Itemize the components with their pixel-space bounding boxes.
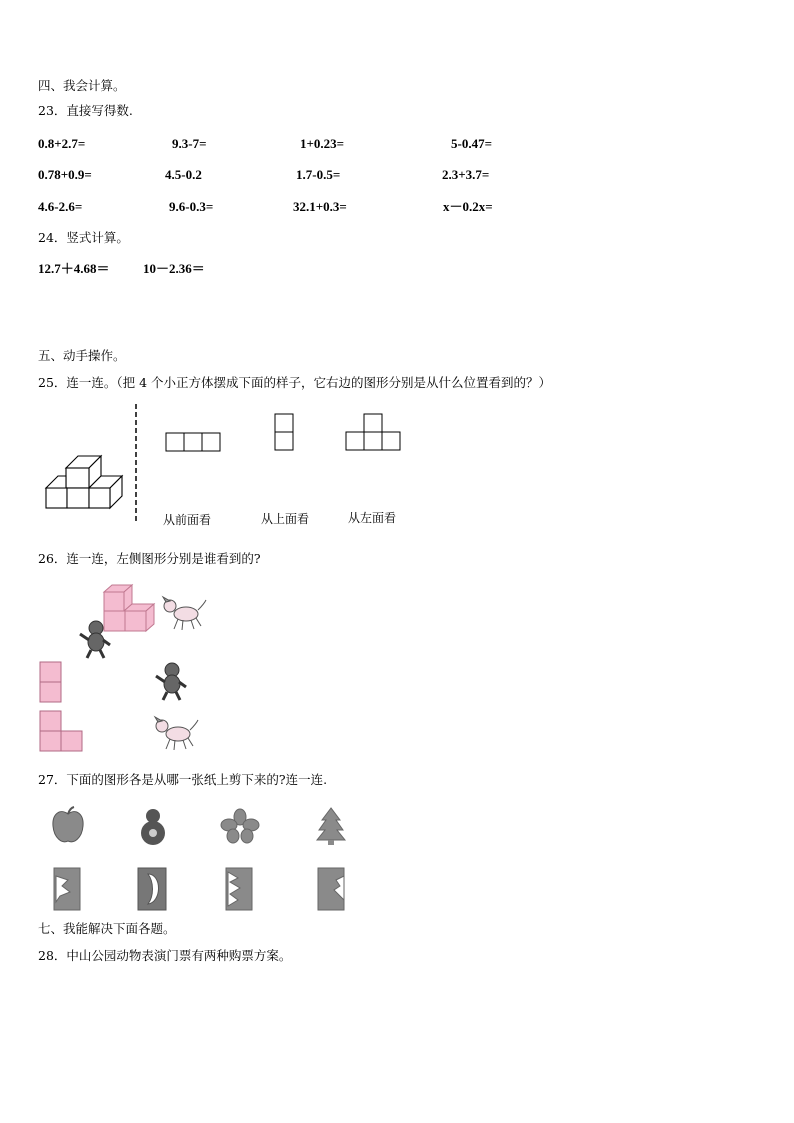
dog-icon xyxy=(158,596,208,632)
dog-icon xyxy=(150,716,200,752)
paper-sheet-icon xyxy=(316,866,346,912)
q23-item: x－0.2x= xyxy=(443,199,493,214)
view-figure-t-shape xyxy=(345,413,403,453)
q23-item: 4.6-2.6= xyxy=(38,199,83,214)
q23-item: 2.3+3.7= xyxy=(442,167,490,182)
caption-front-view: 从前面看 xyxy=(163,513,212,527)
q23-item: 4.5-0.2 xyxy=(165,167,202,182)
flower-shape-icon xyxy=(220,808,260,844)
paper-sheet-icon xyxy=(52,866,82,912)
monkey-icon xyxy=(76,620,114,660)
gourd-shape-icon xyxy=(138,806,168,846)
caption-left-view: 从左面看 xyxy=(348,511,397,525)
q24-item: 10－2.36＝ xyxy=(143,261,205,276)
q23-item: 32.1+0.3= xyxy=(293,199,347,214)
q23-item: 0.78+0.9= xyxy=(38,167,92,182)
view-figure-row xyxy=(165,432,223,454)
question-27-label: 27．下面的图形各是从哪一张纸上剪下来的?连一连. xyxy=(38,772,328,787)
view-figure-column xyxy=(274,413,296,453)
q23-item: 1.7-0.5= xyxy=(296,167,341,182)
tree-shape-icon xyxy=(314,806,348,846)
question-26-label: 26．连一连，左侧图形分别是谁看到的? xyxy=(38,551,261,566)
monkey-icon xyxy=(152,662,190,702)
section-4-title: 四、我会计算。 xyxy=(38,78,126,93)
section-7-title: 七、我能解决下面各题。 xyxy=(38,921,176,936)
paper-sheet-icon xyxy=(224,866,254,912)
q23-item: 9.3-7= xyxy=(172,136,207,151)
question-25-label: 25．连一连。（把 4 个小正方体摆成下面的样子，它右边的图形分别是从什么位置看到的？） xyxy=(38,375,552,390)
q23-item: 5-0.47= xyxy=(451,136,492,151)
question-23-label: 23．直接写得数. xyxy=(38,103,133,118)
section-5-title: 五、动手操作。 xyxy=(38,348,126,363)
view-figure-l-shape-pink xyxy=(39,710,85,754)
q23-item: 0.8+2.7= xyxy=(38,136,86,151)
dashed-divider xyxy=(134,404,138,524)
caption-top-view: 从上面看 xyxy=(261,512,310,526)
cube-stack-figure xyxy=(44,452,124,512)
q23-item: 1+0.23= xyxy=(300,136,345,151)
paper-sheet-icon xyxy=(136,866,168,912)
question-24-label: 24．竖式计算。 xyxy=(38,230,129,245)
q23-item: 9.6-0.3= xyxy=(169,199,214,214)
q24-item: 12.7＋4.68＝ xyxy=(38,261,110,276)
apple-shape-icon xyxy=(50,806,86,846)
view-figure-column-pink xyxy=(39,661,63,705)
question-28-label: 28．中山公园动物表演门票有两种购票方案。 xyxy=(38,948,292,963)
